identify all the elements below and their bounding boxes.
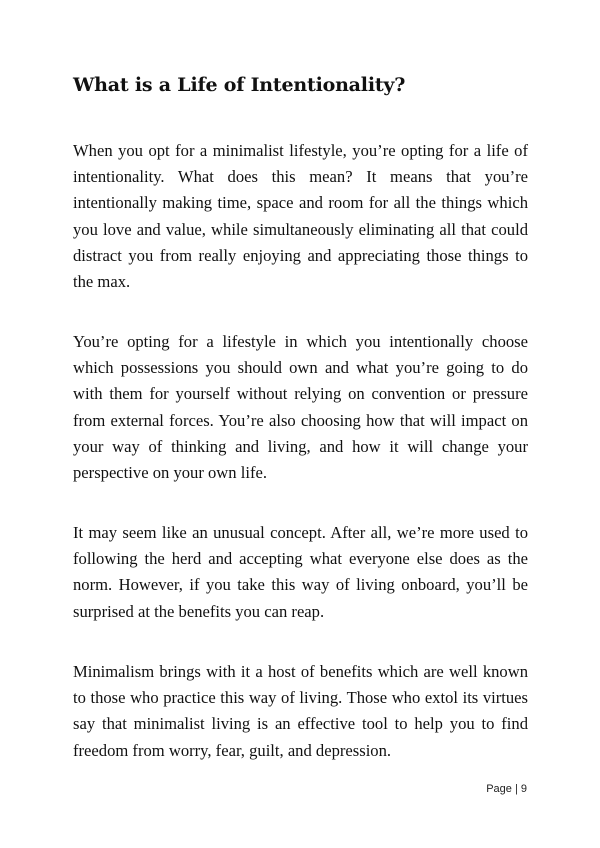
page-title: What is a Life of Intentionality? <box>73 74 406 96</box>
body-paragraph: You’re opting for a lifestyle in which you intentionally choose which possessions you should own and what you’re going to do with them for yourself without relying on convention or pressure from external forces. You’re also choosing how that will impact on your way of thinking and living, and how it will change your perspective on your own life. <box>73 332 528 483</box>
body-paragraph: When you opt for a minimalist lifestyle, you’re opting for a life of intentionality. What does this mean? It means that you’re intentionally making time, space and room for all the things which you love and value, while simultaneously eliminating all that could distract you from really enjoying and appreciating those things to the max. <box>73 141 528 292</box>
body-paragraph: It may seem like an unusual concept. After all, we’re more used to following the herd and accepting what everyone else does as the norm. However, if you take this way of living onboard, you’ll be surprised at the benefits you can reap. <box>73 523 528 621</box>
page-number: Page | 9 <box>486 783 527 795</box>
body-paragraph: Minimalism brings with it a host of benefits which are well known to those who practice this way of living. Those who extol its virtues say that minimalist living is an effective tool to help you to find freedom from worry, fear, guilt, and depression. <box>73 662 528 760</box>
